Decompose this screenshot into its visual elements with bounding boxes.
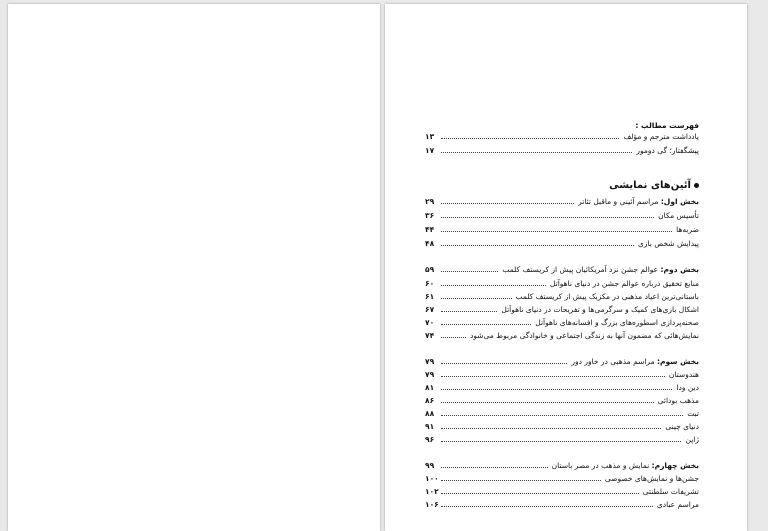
toc-entry: پیشگفتار؛ گی دومور ۱۷	[425, 146, 699, 155]
bullet-icon	[694, 183, 699, 188]
toc-entry: پیدایش شخص بازی ۴۸	[425, 239, 699, 248]
toc-entry: تشریفات سلطنتی ۱۰۲	[425, 487, 699, 496]
toc-entry: باستانی‌ترین اعیاد مذهبی در مکزیک پیش از کریستف کلمب ۶۱	[425, 292, 699, 301]
toc-entry: هندوستان ۷۹	[425, 370, 699, 379]
toc-entry: دین ودا ۸۱	[425, 383, 699, 392]
toc-entry: دنیای چینی ۹۱	[425, 422, 699, 431]
toc-part-entry: بخش چهارم: نمایش و مذهب در مصر باستان ۹۹	[425, 461, 699, 470]
section-heading: آئین‌های نمایشی	[425, 180, 699, 191]
toc-part-entry: بخش دوم: عوالم جشن نزد آمریکائیان پیش از کریستف کلمب ۵۹	[425, 265, 699, 274]
toc-entry: ژاپن ۹۶	[425, 435, 699, 444]
toc-entry: اشکال بازی‌های کمیک و سرگرمی‌ها و تفریحات در دنیای ناهوآتل ۶۷	[425, 305, 699, 314]
toc-entry: مراسم عبادی ۱۰۶	[425, 500, 699, 509]
toc-entry: صحنه‌پردازی اسطوره‌های بزرگ و افسانه‌های ناهوآتل ۷۰	[425, 318, 699, 327]
toc-entry: نمایش‌هائی که مضمون آنها به زندگی اجتماعی و خانوادگی مربوط می‌شود ۷۴	[425, 331, 699, 340]
left-blank-page	[8, 4, 380, 531]
toc-entry: ضربه‌ها ۴۴	[425, 225, 699, 234]
toc-entry: منابع تحقیق درباره عوالم جشن در دنیای ناهوآتل ۶۰	[425, 279, 699, 288]
toc-part-entry: بخش سوم: مراسم مذهبی در خاور دور ۷۹	[425, 357, 699, 366]
toc-entry: جشن‌ها و نمایش‌های خصوصی ۱۰۰	[425, 474, 699, 483]
toc-part-entry: بخش اول: مراسم آئینی و ماقبل تئاتر ۲۹	[425, 197, 699, 206]
toc-entry: تأسیس مکان ۳۶	[425, 211, 699, 220]
toc-entry: یادداشت مترجم و مؤلف ۱۳	[425, 132, 699, 141]
toc-entry: مذهب بودائی ۸۶	[425, 396, 699, 405]
toc-entry: تبت ۸۸	[425, 409, 699, 418]
toc-title: فهرست مطالب :	[635, 121, 699, 130]
